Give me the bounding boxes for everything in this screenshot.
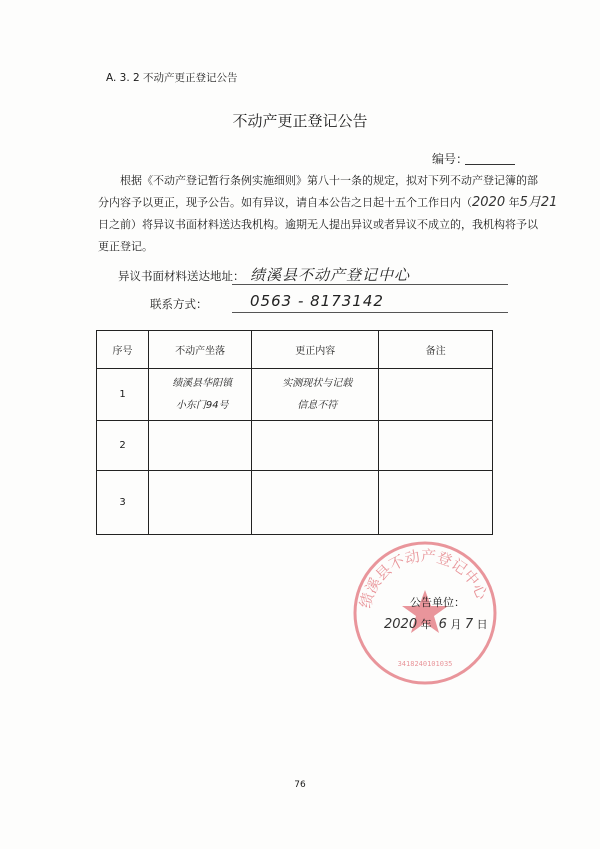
- paragraph-line-3: 日之前）将异议书面材料送达我机构。逾期无人提出异议或者异议不成立的，我机构将予以: [98, 218, 538, 231]
- deadline-year-handwritten: 2020: [472, 195, 506, 210]
- row-note: [379, 369, 493, 421]
- number-label: 编号：: [432, 152, 469, 166]
- address-underline: [232, 284, 508, 285]
- address-value-handwritten: 绩溪县不动产登记中心: [250, 266, 411, 284]
- paragraph-line-4: 更正登记。: [98, 240, 153, 253]
- footer-year-label: 年: [420, 618, 432, 631]
- seal-text-path: 绩溪县不动产登记中心: [356, 546, 492, 611]
- row-content-line2: 信息不符: [297, 399, 338, 411]
- footer-day-label: 日: [476, 618, 488, 631]
- document-title: 不动产更正登记公告: [232, 112, 368, 130]
- footer-date: [384, 616, 488, 632]
- row-no: 2: [97, 421, 149, 471]
- table-row: [97, 421, 493, 471]
- contact-underline: [232, 312, 508, 313]
- paragraph-line-2: [98, 192, 558, 214]
- row-no: 1: [97, 369, 149, 421]
- row-no: 3: [97, 471, 149, 535]
- address-label: 异议书面材料送达地址：: [118, 269, 245, 283]
- deadline-year-label: 年: [508, 196, 520, 209]
- deadline-date-handwritten: 5月21: [519, 195, 558, 210]
- header-no: 序号: [97, 331, 149, 369]
- page-number: 76: [294, 780, 306, 790]
- header-note: 备注: [379, 331, 493, 369]
- footer-unit-label: 公告单位：: [410, 596, 465, 609]
- footer-day-handwritten: 7: [464, 617, 474, 632]
- seal-code: 3418240101035: [397, 660, 453, 668]
- footer-year-handwritten: 2020: [384, 617, 418, 632]
- row-note: [379, 421, 493, 471]
- announcement-paragraph: [98, 170, 558, 258]
- row-location-line2: 小东门94号: [175, 399, 229, 411]
- row-location: [149, 369, 252, 421]
- row-note: [379, 471, 493, 535]
- row-location-line1: 绩溪县华阳镇: [172, 377, 233, 389]
- table-header-row: [97, 331, 493, 369]
- header-content: 更正内容: [252, 331, 379, 369]
- row-content: [252, 369, 379, 421]
- section-label: A. 3. 2 不动产更正登记公告: [106, 72, 238, 84]
- row-location: [149, 421, 252, 471]
- row-content: [252, 421, 379, 471]
- row-content: [252, 471, 379, 535]
- paragraph-line-2-text: 分内容予以更正，现予公告。如有异议，请自本公告之日起十五个工作日内（: [98, 196, 472, 209]
- official-seal: [350, 538, 500, 688]
- contact-label: 联系方式：: [150, 297, 208, 311]
- footer-month-label: 月: [450, 618, 462, 631]
- table-row: [97, 471, 493, 535]
- row-content-line1: 实测现状与记载: [282, 377, 353, 389]
- number-blank-line: [465, 164, 515, 165]
- footer-month-handwritten: 6: [438, 617, 447, 632]
- paragraph-line-1: 根据《不动产登记暂行条例实施细则》第八十一条的规定，拟对下列不动产登记簿的部: [120, 174, 538, 187]
- row-location: [149, 471, 252, 535]
- correction-table: [96, 330, 493, 535]
- contact-value-handwritten: 0563 - 8173142: [250, 292, 384, 310]
- header-location: 不动产坐落: [149, 331, 252, 369]
- table-row: [97, 369, 493, 421]
